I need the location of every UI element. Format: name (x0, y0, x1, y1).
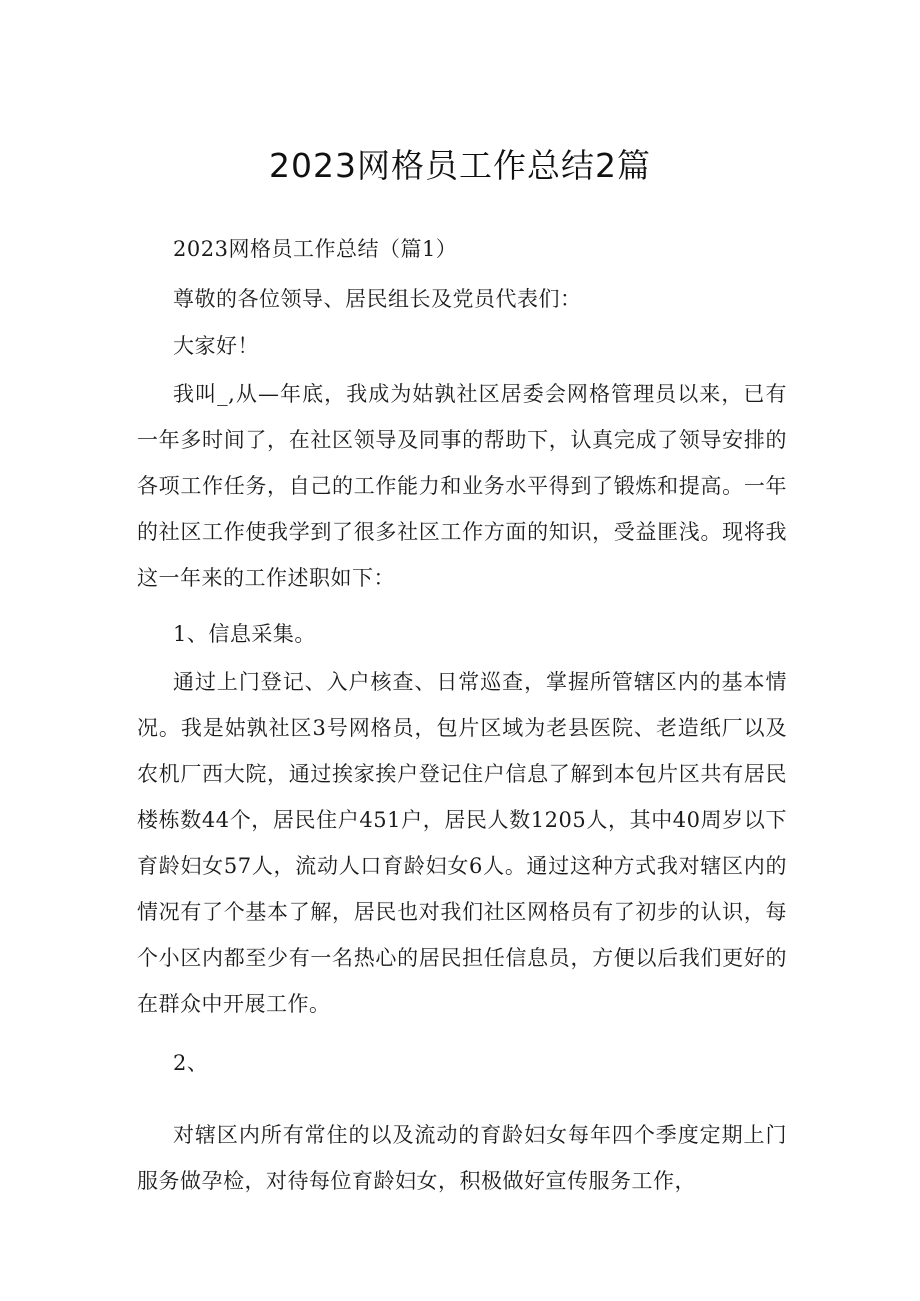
intro-paragraph: 我叫_,从—年底，我成为姑孰社区居委会网格管理员以来，已有一年多时间了，在社区领导及同事的帮助下，认真完成了领导安排的各项工作任务，自己的工作能力和业务水平得到了锻炼和提高。一年的社区工作使我学到了很多社区工作方面的知识，受益匪浅。现将我这一年来的工作述职如下： (137, 382, 787, 590)
section-2-paragraph: 对辖区内所有常住的以及流动的育龄妇女每年四个季度定期上门服务做孕检，对待每位育龄妇女，积极做好宣传服务工作， (137, 1123, 787, 1193)
document-title: 2023网格员工作总结2篇 (269, 146, 651, 185)
section-1-paragraph: 通过上门登记、入户核查、日常巡查，掌握所管辖区内的基本情况。我是姑孰社区3号网格员，包片区域为老县医院、老造纸厂以及农机厂西大院，通过挨家挨户登记住户信息了解到本包片区共有居民楼栋数44个，居民住户451户，居民人数1205人，其中40周岁以下育龄妇女57人，流动人口育龄妇女6人。通过这种方式我对辖区内的情况有了个基本了解，居民也对我们社区网格员有了初步的认识，每个小区内都至少有一名热心的居民担任信息员，方便以后我们更好的在群众中开展工作。 (137, 670, 787, 1016)
salutation: 尊敬的各位领导、居民组长及党员代表们： (173, 287, 582, 311)
section-1-heading: 1、信息采集。 (173, 622, 316, 646)
document-subtitle: 2023网格员工作总结（篇1） (173, 237, 458, 261)
greeting: 大家好！ (173, 334, 259, 358)
section-2-heading: 2、 (173, 1051, 209, 1075)
